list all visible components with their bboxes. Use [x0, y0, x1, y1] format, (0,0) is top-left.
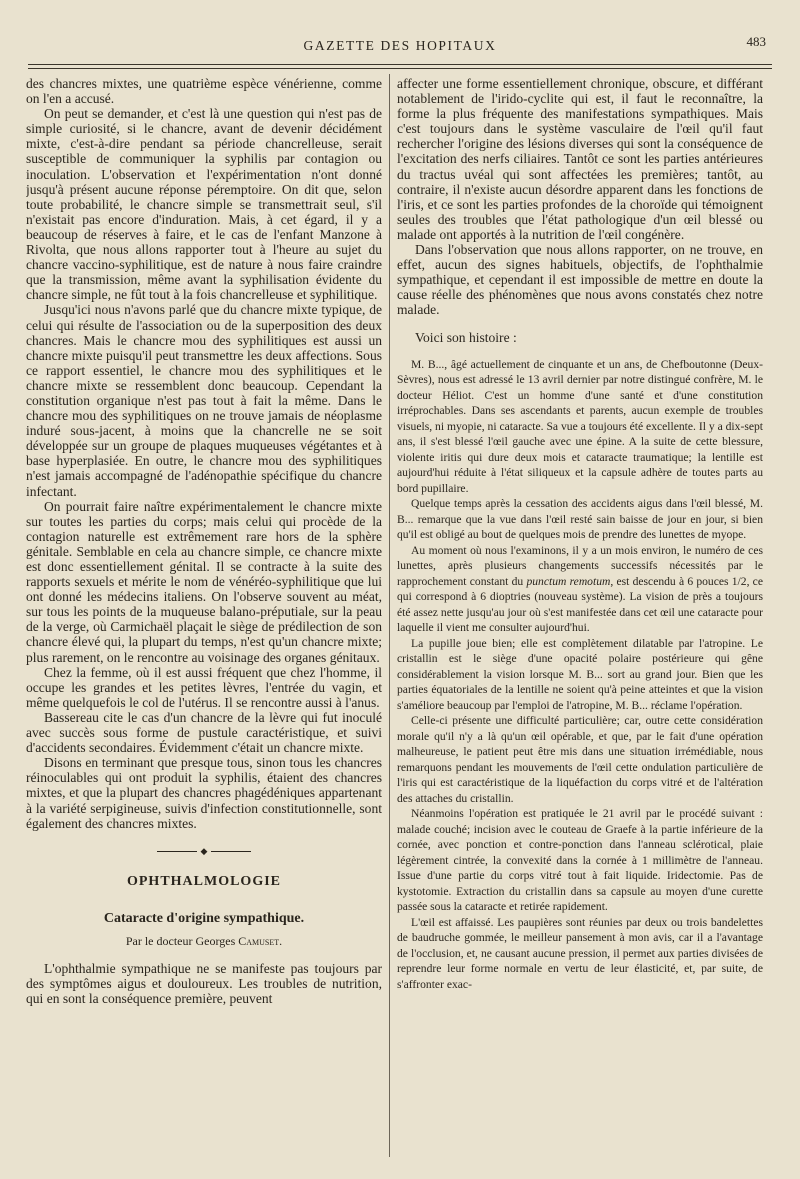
case-paragraph: Quelque temps après la cessation des accidents aigus dans l'œil blessé, M. B... remarque que la vue dans l'œil resté sain baisse de jour en jour, si bien qu'il est obligé au bout de quelques mois de prendre des lunettes de myope. [397, 497, 763, 542]
header-rule-top [28, 64, 772, 65]
paragraph: des chancres mixtes, une quatrième espèce vénérienne, comme on l'en a accusé. [26, 76, 382, 107]
article-title: Cataracte d'origine sympathique. [103, 910, 305, 926]
paragraph: Bassereau cite le cas d'un chancre de la lèvre qui fut inoculé avec succès sous forme de pustule caractéristique, et suivi d'accidents secondaires. Évidemment c'était un chancre mixte. [26, 709, 382, 756]
paragraph: Voici son histoire : [415, 329, 517, 345]
case-paragraph: Néanmoins l'opération est pratiquée le 21 avril par le procédé suivant : malade couché; incision avec le couteau de Graefe à la partie inférieure de la cornée, avec ponction et contre-ponction dans l'anneau sclérotical, plaie légèrement cintrée, la convexité dans la cornée à 1 millimètre de l'anneau. Issue d'une partie du corps vitré tout à fait liquide. Iridectomie. Pas de kystotomie. Extraction du cristallin dans sa capsule au moyen d'une curette passée sous la cataracte et retirée rapidement. [397, 807, 763, 914]
page-number: 483 [746, 34, 766, 49]
byline [26, 934, 382, 949]
text-run: Au moment où nous l'examinons, il y a un mois environ, le numéro de ces lunettes, après plusieurs changements successifs nécessités par le rapprochement constant du [397, 543, 763, 588]
section-ornament: ◆ [26, 847, 382, 856]
column-divider [389, 74, 390, 1157]
paragraph: affecter une forme essentiellement chronique, obscure, et différant notablement de l'irido-cyclite qui est, il faut le reconnaître, la forme la plus fréquente des manifestations sympathiques. Mais c'est toujours dans le système vasculaire de l'œil qu'il faut rechercher l'origine des lésions diverses qui sont la conséquence de l'excitation des nerfs ciliaires. Tantôt ce sont les parties antérieures du tractus uvéal qui sont affectées les premières; tantôt, au contraire, il n'existe aucun désordre apparent dans les fonctions de l'iris, et ce sont les parties profondes de la choroïde qui témoignent seules des troubles que l'état pathologique d'un œil blessé ou malade ont apportés à la nutrition de l'œil congénère. [397, 76, 763, 242]
paragraph: L'ophthalmie sympathique ne se manifeste pas toujours par des symptômes aigus et douloureux. Les troubles de nutrition, qui en sont la conséquence première, peuvent [26, 960, 382, 1007]
paragraph: Disons en terminant que presque tous, sinon tous les chancres réinoculables qui ont produit la syphilis, étaient des chancres mixtes, et que la plupart des chancres phagédéniques appartenant à la variété serpigineuse, suivis d'infection constitutionnelle, sont également des chancres mixtes. [26, 755, 382, 831]
page-header [28, 28, 772, 62]
paragraph: On peut se demander, et c'est là une question qui n'est pas de simple curiosité, si le chancre, avant de devenir décidément mixte, c'est-à-dire pendant sa période chancrelleuse, serait susceptible de communiquer la syphilis par contagion ou inoculation. L'observation et l'expérimentation n'ont donné jusqu'à présent aucune réponse péremptoire. On dit que, selon toute probabilité, le chancre simple se transmettrait seul, s'il n'existait pas encore d'induration. Mais, à cet égard, il y a beaucoup de réserves à faire, et le cas de l'enfant Manzone à Rivolta, que nous allons rapporter tout à l'heure au sujet du chancre vaccino-syphilitique, est de nature à nous faire craindre que la transmission, même avant la syphilisation évidente du chancre simple, ne fût tout à la fois chancrelleuse et syphilitique. [26, 106, 382, 303]
case-report [397, 357, 763, 993]
running-title: GAZETTE DES HOPITAUX [303, 38, 497, 53]
case-paragraph: La pupille joue bien; elle est complètement dilatable par l'atropine. Le cristallin est le siège d'une opacité polaire postérieure qui gêne considérablement la vision lorsque M. B... sort au grand jour. Bien que les parties équatoriales de la lentille ne soient qu'à peine atteintes et que la vision s'améliore beaucoup par l'emploi de l'atropine, M. B... réclame l'opération. [397, 636, 763, 712]
byline-prefix: Par le docteur Georges [125, 933, 236, 948]
paragraph: On pourrait faire naître expérimentalement le chancre mixte sur toutes les parties du corps; mais celui qui procède de la contagion naturelle est extrêmement rare hors de la sphère génitale. Semblable en cela au chancre simple, ce chancre mixte est donc essentiellement génital. Il se contracte à la suite des rapports sexuels et mérite le nom de vénéréo-syphilitique que lui ont donné les médecins italiens. On l'observe souvent au méat, sur tous les points de la muqueuse balano-préputiale, sur la peau de la verge, où Carmichaël plaçait le siège de prédilection de son chancre élevé qui, la plupart du temps, n'est qu'un chancre mixte; plus rarement, on le rencontre au voisinage des organes génitaux. [26, 498, 382, 665]
italic-term: punctum remotum [526, 574, 611, 588]
paragraph: Dans l'observation que nous allons rapporter, on ne trouve, en effet, aucun des signes habituels, objectifs, de l'ophthalmie sympathique, et cependant il est impossible de mettre en doute la cause réelle des phénomènes que nous avons constatés chez notre malade. [397, 242, 763, 318]
header-rule-bottom [28, 68, 772, 69]
case-paragraph [397, 543, 763, 636]
text-run: , est descendu à 6 pouces 1/2, ce qui correspond à 6 dioptries (nouveau système). La vision de près a toujours été assez nette jusqu'au jour où s'est manifestée dans cet œil une cataracte pour laquelle il vient me consulter aujourd'hui. [397, 574, 763, 635]
right-column [397, 76, 763, 1159]
paragraph: Chez la femme, où il est aussi fréquent que chez l'homme, il occupe les grandes et les petites lèvres, l'entrée du vagin, et même quelquefois le col de l'utérus. Il se rencontre aussi à l'anus. [26, 664, 382, 710]
paragraph: Jusqu'ici nous n'avons parlé que du chancre mixte typique, de celui qui résulte de l'association ou de la superposition des deux chancres. Mais le chancre mou des syphilitiques est aussi un chancre mixte puisqu'il peut transmettre les deux affections. Sous ce rapport essentiel, le chancre mou des syphilitiques et le chancre mixte se ressemblent donc beaucoup. Cependant la constitution organique n'est pas tout à fait la même. Dans le chancre mou des syphilitiques on ne trouve jamais de néoplasme induré sous-jacent, à moins que la chancrelle ne se soit développée sur un groupe de plaques muqueuses végétantes et à base hyperplasiée. En outre, le chancre mou des syphilitiques n'est jamais accompagné de l'adénopathie spécifique du chancre infectant. [26, 302, 382, 499]
case-paragraph: L'œil est affaissé. Les paupières sont réunies par deux ou trois bandelettes de baudruche gommée, le meilleur pansement à mon avis, car il a l'avantage de l'occlusion, et, ne causant aucune pression, il permet aux parties divisées de reprendre leur forme normale en vertu de leur élasticité, et, par suite, de s'affronter exac- [397, 915, 763, 991]
section-title: OPHTHALMOLOGIE [126, 873, 281, 889]
case-paragraph: M. B..., âgé actuellement de cinquante et un ans, de Chefboutonne (Deux-Sèvres), nous est adressé le 13 avril dernier par notre distingué confrère, M. le docteur Héliot. C'est un homme d'une santé et d'une constitution irréprochables. Dans ses ascendants et parents, aucun exemple de troubles visuels, ni myopie, ni cataracte. Sa vue a toujours été excellente. Il y a dix-sept ans, il s'est blessé l'œil gauche avec une épine. A la suite de cette blessure, violente iritis qui dure deux mois et cataracte traumatique; la lentille est aujourd'hui réduite à l'état siliqueux et la capsule adhère de toutes parts au bord pupillaire. [397, 357, 763, 495]
case-paragraph: Celle-ci présente une difficulté particulière; car, outre cette considération morale qu'il n'y a là qu'un œil opérable, et que, par le fait d'une opération malheureuse, le patient peut être mis dans une situation irrémédiable, nous remarquons pendant les mouvements de l'œil cette ondulation particulière de l'iris qui est caractéristique de la liquéfaction du corps vitré et de l'altération des attaches du cristallin. [397, 714, 763, 805]
left-column [26, 76, 382, 1159]
author-name: Camuset. [238, 933, 283, 948]
